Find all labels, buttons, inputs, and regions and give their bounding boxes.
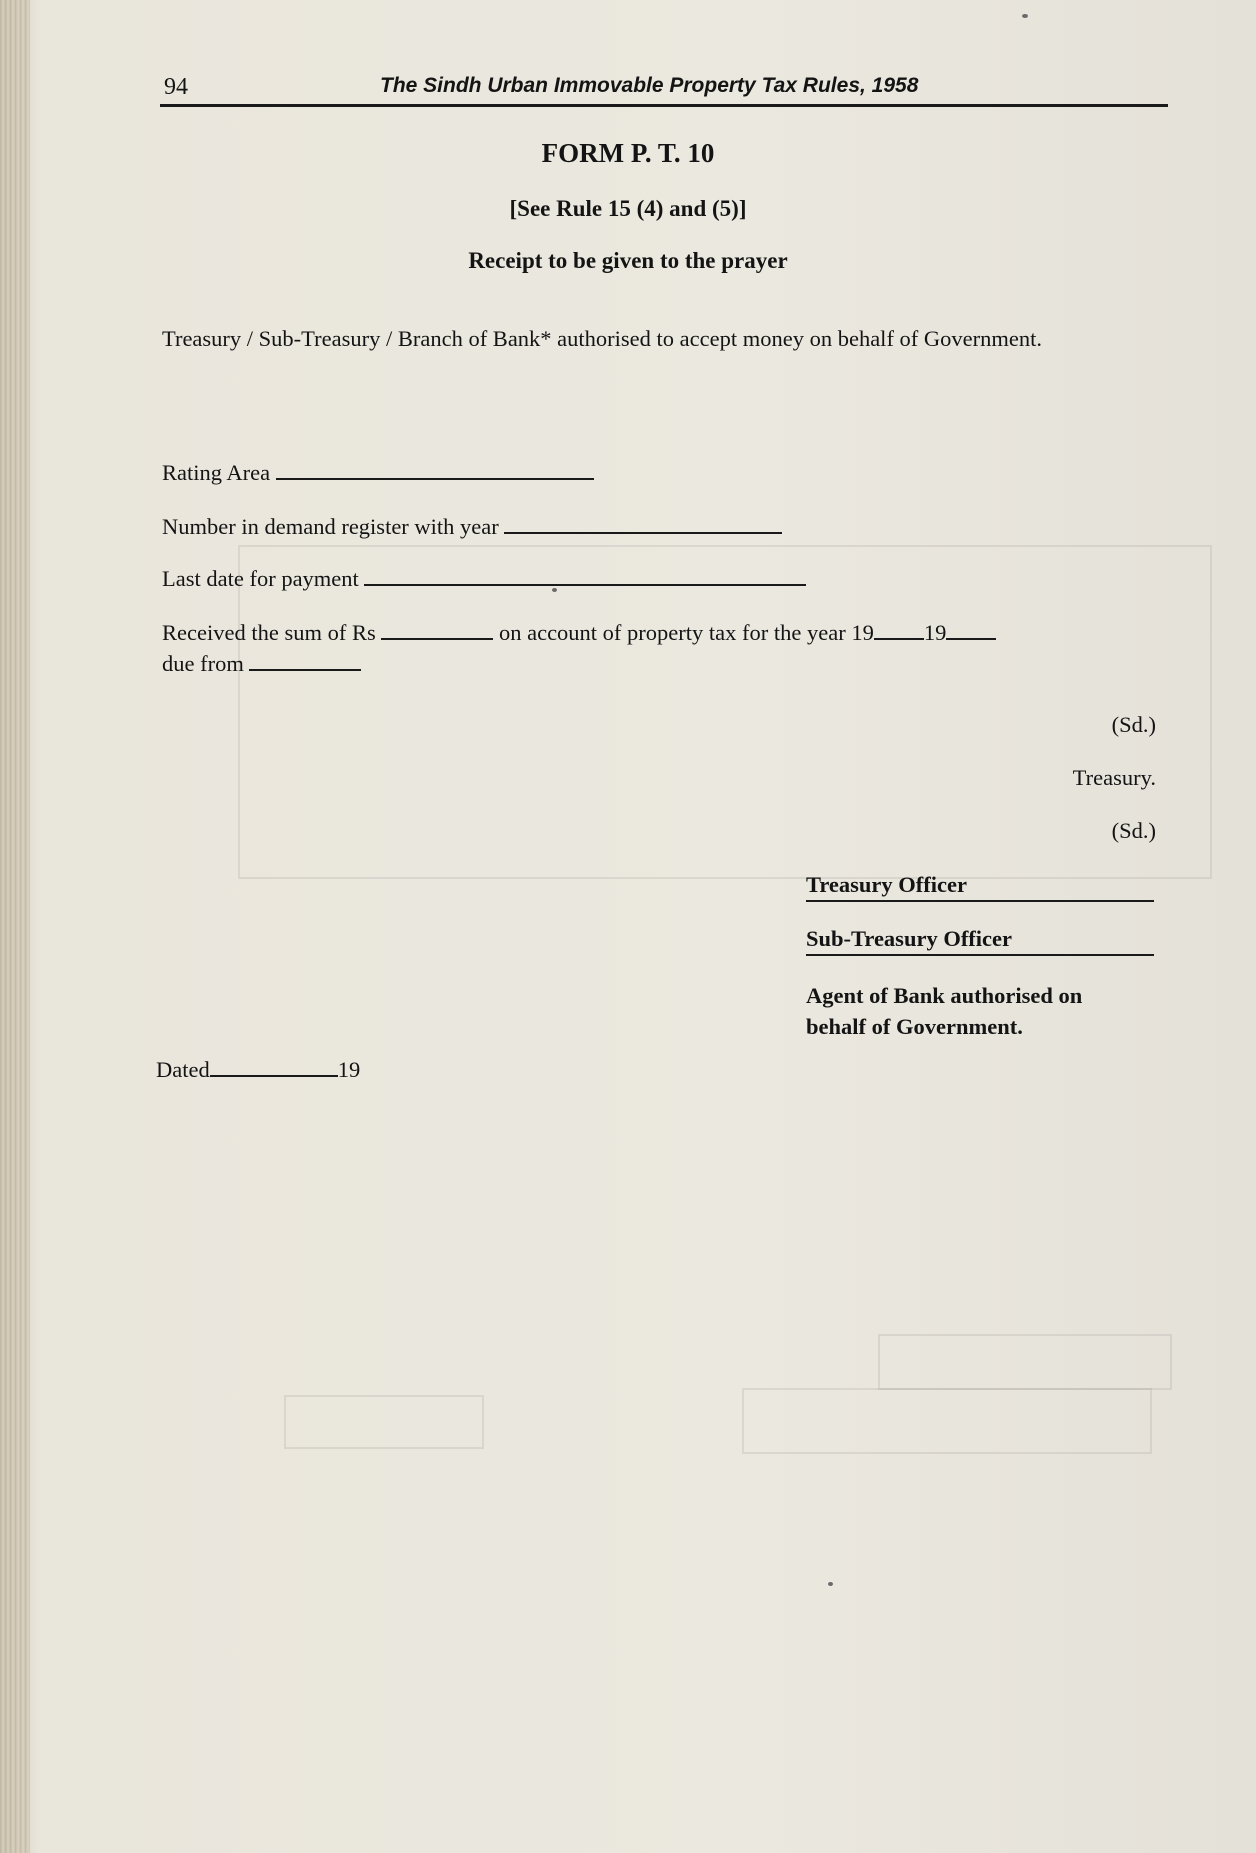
signature-sd-1: (Sd.) — [1111, 712, 1156, 737]
bank-agent-signatory — [806, 980, 1082, 1042]
last-date-field — [162, 566, 806, 592]
show-through-stamp-box — [878, 1334, 1172, 1390]
intro-paragraph: Treasury / Sub-Treasury / Branch of Bank* authorised to accept money on behalf of Government. — [162, 326, 1043, 351]
rule-reference: [See Rule 15 (4) and (5)] — [509, 196, 747, 221]
dated-label: Dated — [156, 1057, 210, 1082]
demand-register-field — [162, 514, 782, 540]
rating-area-field — [162, 460, 594, 486]
received-mid-label: on account of property tax for the year 19 — [498, 620, 874, 645]
ink-speck — [828, 1582, 833, 1586]
sub-treasury-officer-label: Sub-Treasury Officer — [806, 926, 1154, 956]
dated-field — [156, 1057, 360, 1083]
year-from-blank — [874, 620, 924, 640]
demand-register-blank — [504, 514, 782, 534]
signature-sd-2: (Sd.) — [1111, 818, 1156, 843]
last-date-label: Last date for payment — [162, 566, 359, 591]
due-from-blank — [249, 651, 361, 671]
page-number: 94 — [164, 74, 188, 100]
rating-area-blank — [276, 460, 594, 480]
rating-area-label: Rating Area — [162, 460, 271, 485]
agent-line-1: Agent of Bank authorised on — [806, 983, 1083, 1008]
receipt-heading: Receipt to be given to the prayer — [468, 248, 788, 273]
year-to-blank — [946, 620, 996, 640]
dated-year-prefix: 19 — [337, 1057, 361, 1082]
received-amount-blank — [381, 620, 493, 640]
agent-line-2: behalf of Government. — [806, 1014, 1023, 1039]
treasury-officer-label: Treasury Officer — [806, 872, 1154, 902]
due-from-label: due from — [162, 651, 244, 676]
due-from-field — [162, 651, 361, 677]
book-spine-edge — [0, 0, 30, 1853]
received-year2-label: 19 — [923, 620, 947, 645]
header-rule — [160, 104, 1168, 107]
ink-speck — [552, 588, 557, 592]
show-through-stamp-box — [284, 1395, 484, 1449]
running-title: The Sindh Urban Immovable Property Tax Rules, 1958 — [380, 74, 919, 97]
demand-register-label: Number in demand register with year — [162, 514, 499, 539]
form-title: FORM P. T. 10 — [541, 138, 715, 168]
last-date-blank — [364, 566, 806, 586]
received-sum-field — [162, 620, 996, 646]
ink-speck — [1022, 14, 1028, 18]
dated-blank — [210, 1057, 338, 1077]
treasury-label: Treasury. — [1072, 765, 1156, 790]
received-prefix-label: Received the sum of Rs — [162, 620, 376, 645]
show-through-stamp-box — [742, 1388, 1152, 1454]
